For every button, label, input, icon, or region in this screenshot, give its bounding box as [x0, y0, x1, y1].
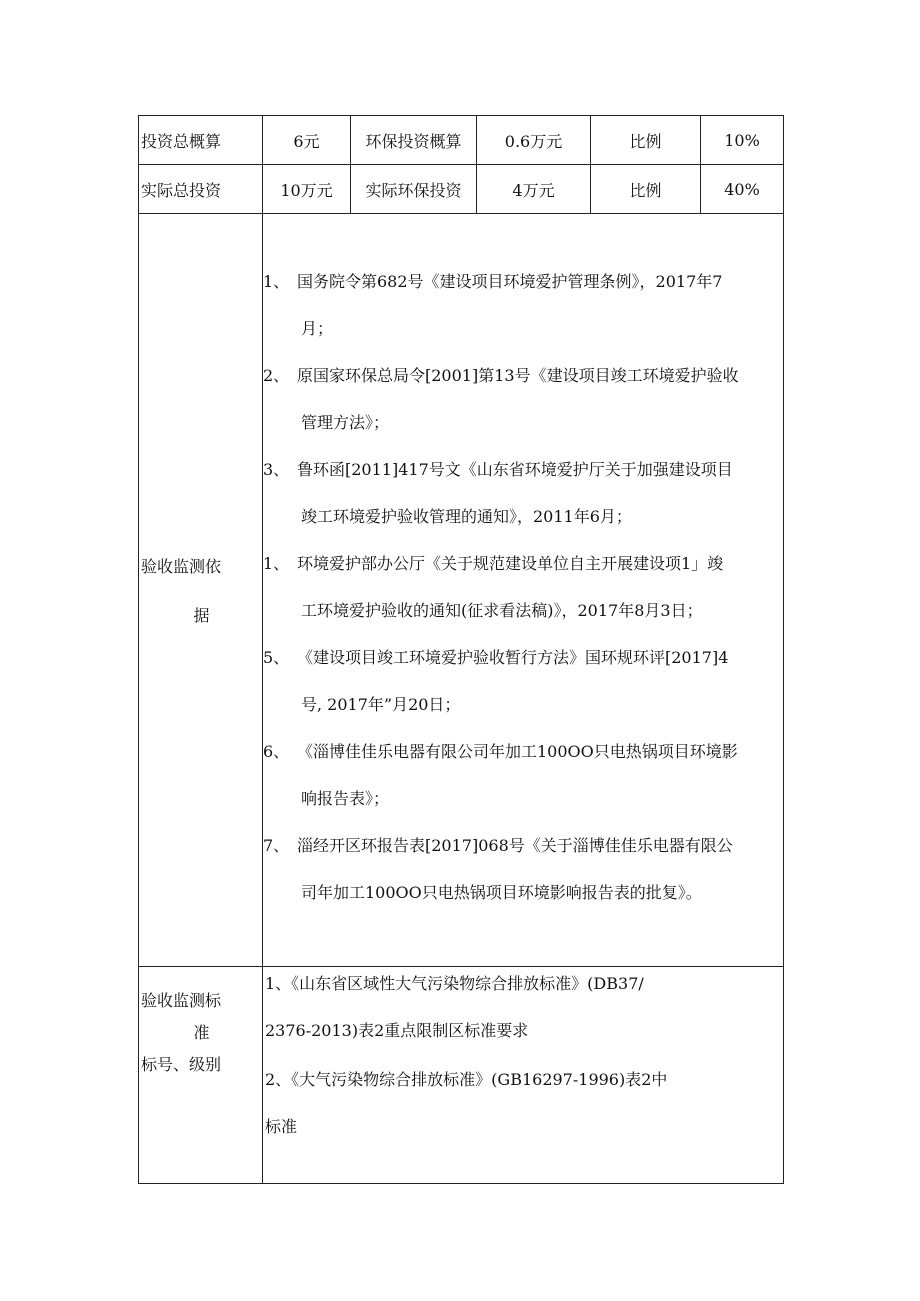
basis-item: [263, 634, 783, 728]
basis-item: [263, 540, 783, 634]
item-text: 环境爱护部办公厅《关于规范建设单位自主开展建设项1」竣: [297, 554, 724, 573]
ratio-value: 10%: [701, 116, 784, 165]
basis-label-line1: 验收监测依: [141, 557, 222, 576]
standard-label-cell: [139, 967, 263, 1184]
env-budget-value: 0.6万元: [477, 116, 591, 165]
budget-value: 6元: [263, 116, 351, 165]
item-text: 原国家环保总局令[2001]第13号《建设项目竣工环境爱护验收: [297, 366, 739, 385]
env-budget-label: 环保投资概算: [351, 116, 477, 165]
item-text-cont: 响报告表》；: [301, 789, 390, 808]
actual-label: 实际总投资: [139, 165, 263, 214]
item-text-cont: 工环境爱护验收的通知(征求看法稿)》，2017年8月3日；: [301, 601, 703, 620]
budget-label: 投资总概算: [139, 116, 263, 165]
actual-env-label: 实际环保投资: [351, 165, 477, 214]
acceptance-table: [138, 115, 784, 1184]
actual-env-value: 4万元: [477, 165, 591, 214]
standard-label-line3: 标号、级别: [141, 1055, 222, 1074]
actual-row: [139, 165, 784, 214]
item-text-cont: 月；: [301, 319, 334, 338]
item-text: 《淄博佳佳乐电器有限公司年加工100OO只电热锅项目环境影: [297, 742, 738, 761]
basis-item: [263, 258, 783, 352]
item-number: 1、: [263, 272, 290, 291]
item-text: 鲁环函[2011]417号文《山东省环境爱护厅关于加强建设项目: [297, 460, 733, 479]
basis-item: [263, 822, 783, 916]
ratio-value: 40%: [701, 165, 784, 214]
item-number: 5、: [263, 648, 290, 667]
standard-line: 1、《山东省区域性大气污染物综合排放标准》(DB37/: [265, 974, 644, 993]
item-text: 淄经开区环报告表[2017]068号《关于淄博佳佳乐电器有限公: [297, 836, 733, 855]
item-text: 国务院令第682号《建设项目环境爱护管理条例》，2017年7: [297, 272, 723, 291]
ratio-label: 比例: [591, 165, 701, 214]
standard-row: [139, 967, 784, 1184]
standard-line: 标准: [265, 1117, 298, 1136]
basis-item: [263, 728, 783, 822]
ratio-label: 比例: [591, 116, 701, 165]
basis-item: [263, 446, 783, 540]
item-number: 2、: [263, 366, 290, 385]
item-number: 3、: [263, 460, 290, 479]
standard-line: 2、《大气污染物综合排放标准》(GB16297-1996)表2中: [265, 1070, 668, 1089]
item-number: 1、: [263, 554, 290, 573]
acceptance-document: [138, 115, 783, 1184]
item-text: 《建设项目竣工环境爱护验收暂行方法》国环规环评[2017]4: [297, 648, 729, 667]
standard-list: [263, 967, 784, 1184]
basis-item: [263, 352, 783, 446]
actual-value: 10万元: [263, 165, 351, 214]
item-text-cont: 号, 2017年”月20日；: [301, 695, 461, 714]
standard-label-line2: 准: [193, 1023, 210, 1042]
basis-list: [263, 214, 784, 967]
standard-label-line1: 验收监测标: [141, 991, 222, 1010]
basis-row: [139, 214, 784, 967]
item-number: 7、: [263, 836, 290, 855]
budget-row: [139, 116, 784, 165]
item-text-cont: 司年加工100OO只电热锅项目环境影响报告表的批复》。: [301, 883, 702, 902]
item-text-cont: 竣工环境爱护验收管理的通知》，2011年6月；: [301, 507, 632, 526]
item-number: 6、: [263, 742, 290, 761]
standard-line: 2376-2013)表2重点限制区标准要求: [265, 1021, 529, 1040]
basis-label-line2: 据: [193, 606, 210, 625]
basis-label-cell: [139, 214, 263, 967]
item-text-cont: 管理方法》；: [301, 413, 390, 432]
